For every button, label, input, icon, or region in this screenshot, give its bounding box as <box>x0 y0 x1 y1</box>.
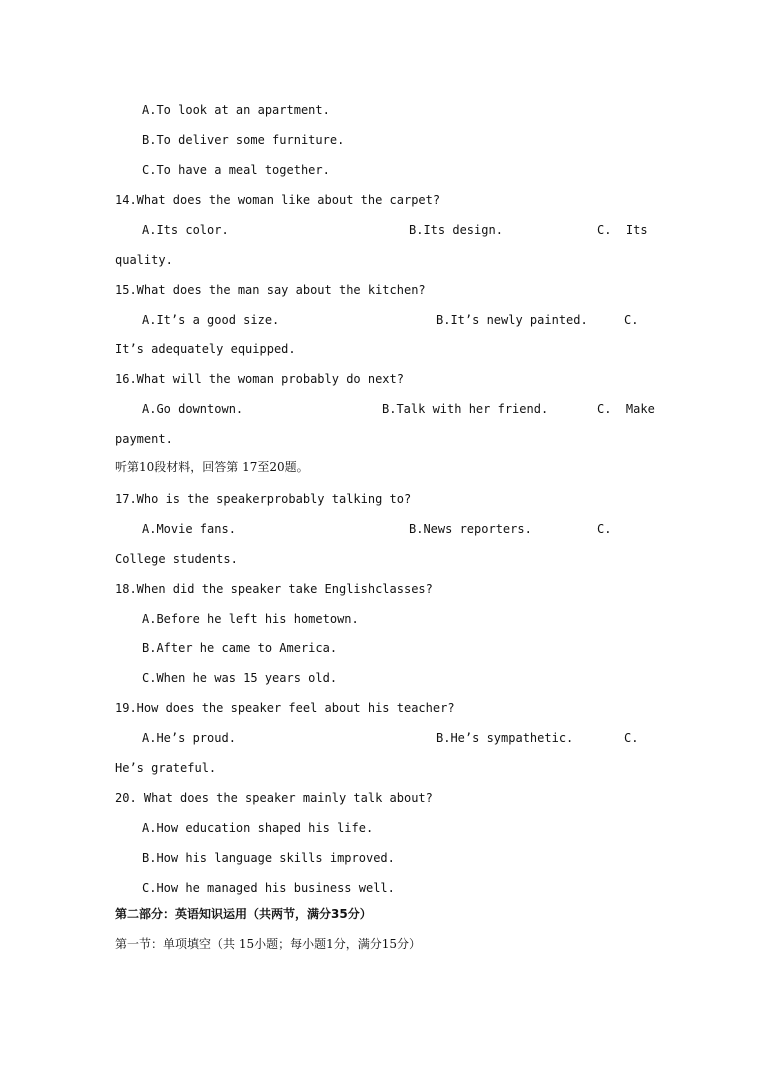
part2-heading: 第二部分：英语知识运用（共两节，满分35分） <box>115 907 372 921</box>
q19-option-b: B.He’s sympathetic. <box>436 731 574 745</box>
q19-stem: 19.How does the speaker feel about his teacher? <box>115 701 455 715</box>
q18-option-b: B.After he came to America. <box>142 641 338 655</box>
section10-instruction: 听第10段材料，回答第 17至20题。 <box>115 460 309 474</box>
q15-option-a: A.It’s a good size. <box>142 313 280 327</box>
q17-option-c: C. <box>597 522 612 536</box>
q20-option-a: A.How education shaped his life. <box>142 821 374 835</box>
q13-option-b: B.To deliver some furniture. <box>142 133 345 147</box>
q19-option-c-continued: He’s grateful. <box>115 761 217 775</box>
q17-option-a: A.Movie fans. <box>142 522 236 536</box>
q17-stem: 17.Who is the speakerprobably talking to? <box>115 492 412 506</box>
q17-option-c-continued: College students. <box>115 552 238 566</box>
section1-heading: 第一节：单项填空（共 15小题；每小题1分，满分15分） <box>115 937 421 951</box>
q20-option-c: C.How he managed his business well. <box>142 881 395 895</box>
q20-stem: 20. What does the speaker mainly talk about? <box>115 791 433 805</box>
q18-option-c: C.When he was 15 years old. <box>142 671 338 685</box>
q15-stem: 15.What does the man say about the kitchen? <box>115 283 426 297</box>
q13-option-c: C.To have a meal together. <box>142 163 330 177</box>
q14-stem: 14.What does the woman like about the carpet? <box>115 193 441 207</box>
q16-option-b: B.Talk with her friend. <box>382 402 549 416</box>
q14-option-a: A.Its color. <box>142 223 229 237</box>
q18-stem: 18.When did the speaker take Englishclasses? <box>115 582 433 596</box>
q14-option-b: B.Its design. <box>409 223 503 237</box>
q15-option-c-continued: It’s adequately equipped. <box>115 342 296 356</box>
q16-option-c: C. Make <box>597 402 655 416</box>
q14-option-c: C. Its <box>597 223 648 237</box>
q16-option-a: A.Go downtown. <box>142 402 244 416</box>
q17-option-b: B.News reporters. <box>409 522 532 536</box>
q16-stem: 16.What will the woman probably do next? <box>115 372 404 386</box>
q15-option-c: C. <box>624 313 639 327</box>
q20-option-b: B.How his language skills improved. <box>142 851 395 865</box>
q19-option-c: C. <box>624 731 639 745</box>
q13-option-a: A.To look at an apartment. <box>142 103 330 117</box>
q19-option-a: A.He’s proud. <box>142 731 236 745</box>
q18-option-a: A.Before he left his hometown. <box>142 612 359 626</box>
q14-option-c-continued: quality. <box>115 253 173 267</box>
q15-option-b: B.It’s newly painted. <box>436 313 588 327</box>
q16-option-c-continued: payment. <box>115 432 173 446</box>
